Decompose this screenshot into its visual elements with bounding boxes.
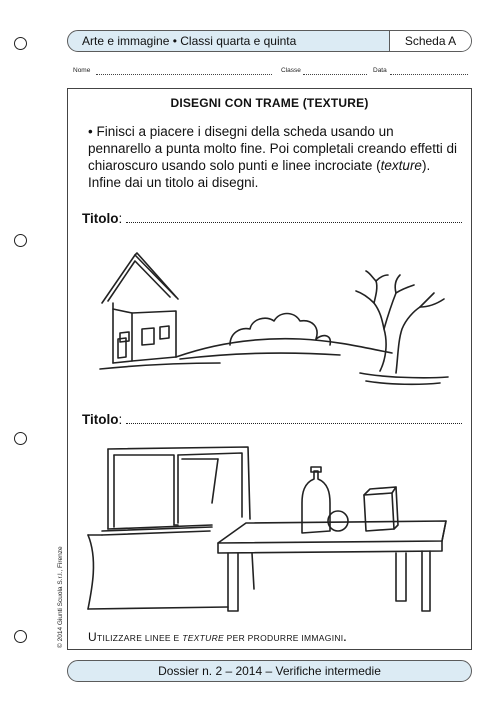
binder-hole: [14, 234, 27, 247]
worksheet-panel: [67, 88, 472, 650]
title-label-1: Titolo: [82, 211, 119, 226]
date-field[interactable]: [390, 74, 468, 75]
instructions-text: • Finisci a piacere i disegni della scheda usando un pennarello a punta molto fine. Poi completali creando effetti di chiaroscuro usando solo punti e linee incrociate (texture). Infine dai un titolo ai disegni.: [88, 124, 457, 190]
footer-bar: [67, 660, 472, 682]
date-label: Data: [373, 67, 387, 74]
still-life-drawing: [78, 439, 458, 619]
footer-note: UTILIZZARE LINEE E TEXTURE PER PRODURRE IMMAGINI.: [88, 630, 347, 644]
name-label: Nome: [73, 67, 91, 74]
title-label-2: Titolo: [82, 412, 119, 427]
sheet-label: Scheda A: [389, 31, 471, 51]
title-dotted-line-1[interactable]: [126, 222, 462, 223]
class-label: Classe: [281, 67, 301, 74]
name-field[interactable]: [96, 74, 272, 75]
footer-label: Dossier n. 2 – 2014 – Verifiche intermedie: [158, 664, 381, 678]
class-field[interactable]: [303, 74, 367, 75]
header-bar: [67, 30, 472, 52]
title-dotted-line-2[interactable]: [126, 423, 462, 424]
copyright-text: © 2014 Giunti Scuola S.r.l., Firenze: [57, 546, 64, 648]
title-field-2[interactable]: Titolo :: [82, 412, 462, 427]
binder-hole: [14, 432, 27, 445]
worksheet-title: DISEGNI CON TRAME (TEXTURE): [170, 96, 369, 110]
landscape-drawing: [80, 241, 460, 401]
title-field-1[interactable]: Titolo :: [82, 211, 462, 226]
binder-hole: [14, 630, 27, 643]
binder-hole: [14, 37, 27, 50]
header-title: Arte e immagine • Classi quarta e quinta: [82, 34, 297, 48]
